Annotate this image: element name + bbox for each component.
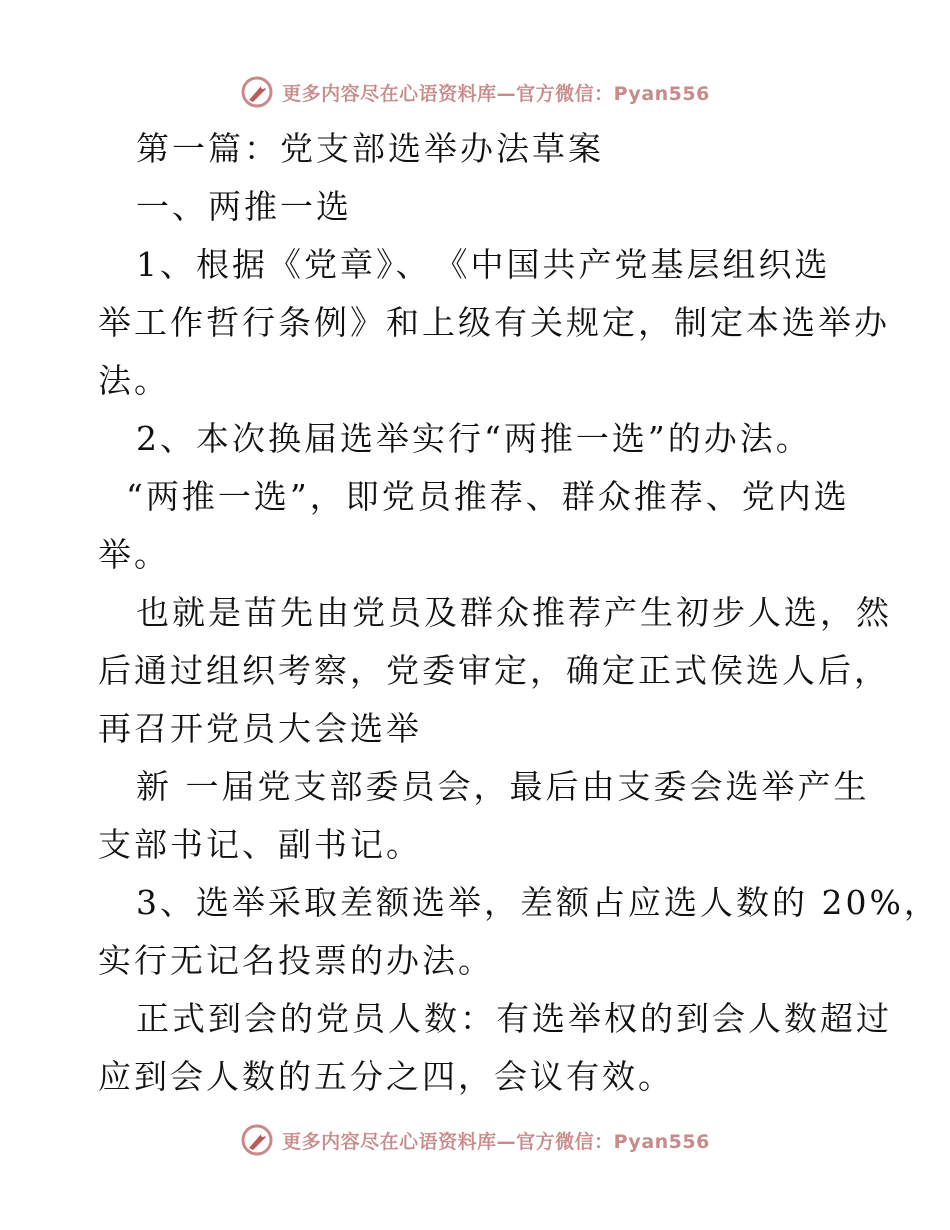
header-watermark-banner xyxy=(0,72,950,112)
paragraph-line: 也就是苗先由党员及群众推荐产生初步人选，然 xyxy=(136,593,892,632)
paragraph-line: 举工作哲行条例》和上级有关规定，制定本选举办 xyxy=(98,303,890,342)
paragraph-line: 举。 xyxy=(98,535,170,574)
pen-nib-logo-icon xyxy=(240,75,274,109)
document-body xyxy=(98,120,940,1106)
doc-title: 第一篇：党支部选举办法草案 xyxy=(136,129,604,168)
pen-nib-logo-icon xyxy=(240,1123,274,1157)
section-heading: 一、两推一选 xyxy=(136,187,352,226)
paragraph-line: 再召开党员大会选举 xyxy=(98,709,422,748)
paragraph-line: 应到会人数的五分之四，会议有效。 xyxy=(98,1057,674,1096)
header-watermark-text: 更多内容尽在心语资料库—官方微信：Pyan556 xyxy=(282,82,710,105)
paragraph-line: 2、本次换届选举实行“两推一选”的办法。 xyxy=(136,419,812,458)
paragraph-line: 3、选举采取差额选举，差额占应选人数的 20%， xyxy=(136,883,940,922)
paragraph-line: 后通过组织考察，党委审定，确定正式侯选人后， xyxy=(98,651,890,690)
paragraph-line: “两推一选”，即党员推荐、群众推荐、党内选 xyxy=(126,477,850,516)
paragraph-line: 法。 xyxy=(98,361,170,400)
paragraph-line: 支部书记、副书记。 xyxy=(98,825,422,864)
footer-watermark-banner xyxy=(0,1120,950,1160)
footer-watermark-text: 更多内容尽在心语资料库—官方微信：Pyan556 xyxy=(282,1130,710,1153)
paragraph-line: 正式到会的党员人数：有选举权的到会人数超过 xyxy=(136,999,892,1038)
paragraph-line: 实行无记名投票的办法。 xyxy=(98,941,494,980)
paragraph-line: 新 一届党支部委员会，最后由支委会选举产生 xyxy=(136,767,870,806)
paragraph-line: 1、根据《党章》、 《中国共产党基层组织选 xyxy=(136,245,831,284)
